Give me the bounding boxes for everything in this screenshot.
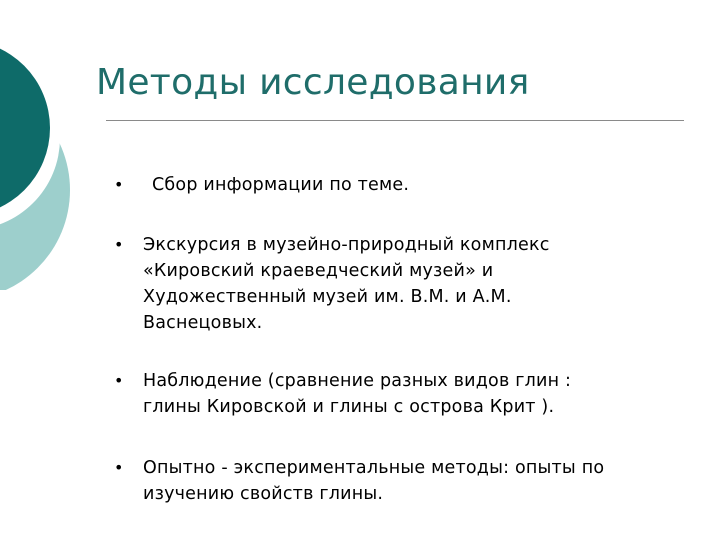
- bullet-text: Опытно - экспериментальные методы: опыты по изучению свойств глины.: [143, 458, 605, 504]
- bullet-text: Наблюдение (сравнение разных видов глин : глины Кировской и глины с острова Крит ).: [143, 371, 572, 417]
- slide-title: Методы исследования: [96, 62, 530, 103]
- title-divider: [106, 120, 684, 121]
- bullet-dot: •: [114, 235, 124, 254]
- bullet-text: Экскурсия в музейно-природный комплекс «Кировский краеведческий музей» и Художественный музей им. В.М. и А.М. Васнецовых.: [143, 235, 550, 333]
- teal-circles-decoration: [0, 0, 90, 290]
- bullet-text: Сбор информации по теме.: [152, 175, 410, 195]
- bullet-dot: •: [114, 175, 124, 194]
- bullet-dot: •: [114, 371, 124, 390]
- bullet-dot: •: [114, 458, 124, 477]
